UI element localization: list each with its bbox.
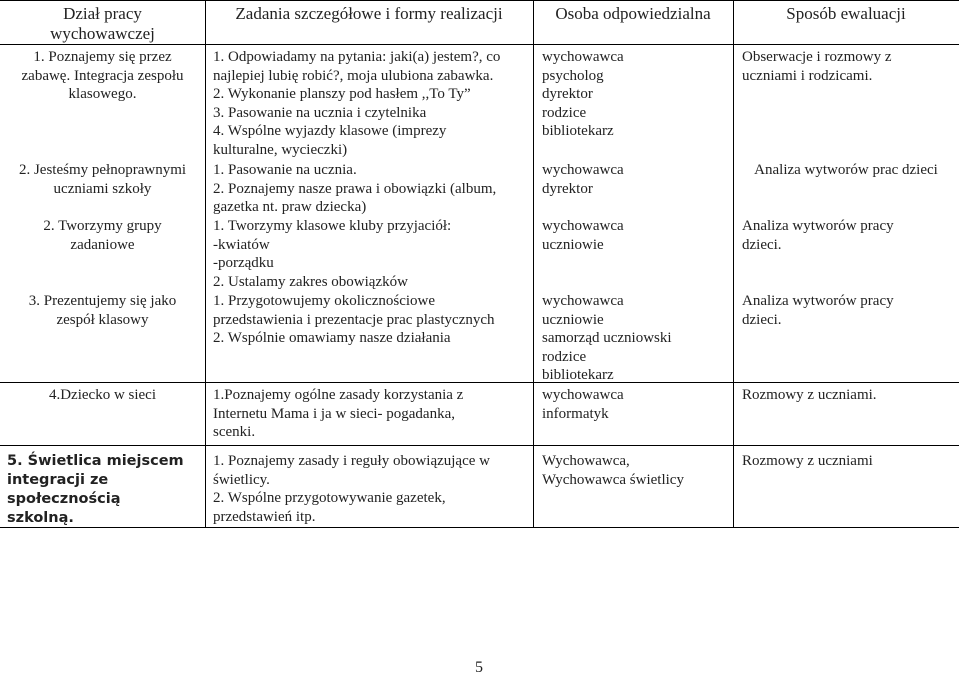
row6-osoba: Wychowawca, Wychowawca świetlicy (542, 453, 684, 488)
row5-top-border (0, 445, 959, 446)
row2-zadania: 1. Pasowanie na ucznia. 2. Poznajemy nasze prawa i obowiązki (album, gazetka nt. praw dziecka) (213, 162, 497, 216)
header-osoba: Osoba odpowiedzialna (555, 4, 711, 23)
table-top-border (0, 0, 959, 1)
row4-zadania: 1. Przygotowujemy okolicznościowe przedstawienia i prezentacje prac plastycznych 2. Wspólnie omawiamy nasze działania (213, 293, 495, 347)
col-divider-2 (533, 0, 534, 528)
row6-ewaluacja: Rozmowy z uczniami (742, 453, 873, 469)
row6-zadania: 1. Poznajemy zasady i reguły obowiązujące w świetlicy. 2. Wspólne przygotowywanie gazetek, przedstawień itp. (213, 453, 490, 525)
row4-dzial: 3. Prezentujemy się jako zespół klasowy (28, 293, 177, 328)
row1-dzial: 1. Poznajemy się przez zabawę. Integracja zespołu klasowego. (21, 49, 184, 103)
row2-osoba: wychowawca dyrektor (542, 162, 624, 197)
row5-zadania: 1.Poznajemy ogólne zasady korzystania z Internetu Mama i ja w sieci- pogadanka, scenki. (213, 387, 464, 441)
col-divider-3 (733, 0, 734, 528)
row1-ewaluacja: Obserwacje i rozmowy z uczniami i rodzicami. (742, 49, 892, 84)
row4-top-border (0, 382, 959, 383)
row2-dzial: 2. Jesteśmy pełnoprawnymi uczniami szkoły (18, 162, 187, 197)
header-bottom-border (0, 44, 959, 45)
row1-zadania: 1. Odpowiadamy na pytania: jaki(a) jestem?, co najlepiej lubię robić?, moja ulubiona zabawka. 2. Wykonanie planszy pod hasłem ,,To Ty” 3. Pasowanie na ucznia i czytelnika 4. Wspólne wyjazdy klasowe (imprezy kulturalne, wycieczki) (213, 49, 501, 158)
row3-dzial: 2. Tworzymy grupy zadaniowe (43, 218, 162, 253)
row5-dzial: 4.Dziecko w sieci (48, 387, 157, 403)
header-dzial-pracy: Dział pracy wychowawczej (50, 4, 155, 43)
row3-zadania: 1. Tworzymy klasowe kluby przyjaciół: -kwiatów -porządku 2. Ustalamy zakres obowiązków (213, 218, 452, 290)
col-divider-1 (205, 0, 206, 528)
header-zadania: Zadania szczegółowe i formy realizacji (235, 4, 503, 23)
row3-osoba: wychowawca uczniowie (542, 218, 624, 253)
row6-dzial: 5. Świetlica miejscem integracji ze społecznością szkolną. (7, 453, 184, 526)
row1-osoba: wychowawca psycholog dyrektor rodzice bibliotekarz (542, 49, 624, 140)
page-number: 5 (475, 659, 483, 676)
row2-ewaluacja: Analiza wytworów prac dzieci (754, 162, 938, 178)
row4-osoba: wychowawca uczniowie samorząd uczniowski rodzice bibliotekarz (542, 293, 672, 384)
row3-ewaluacja: Analiza wytworów pracy dzieci. (742, 218, 894, 253)
header-sposob-ewaluacji: Sposób ewaluacji (786, 4, 906, 23)
row4-ewaluacja: Analiza wytworów pracy dzieci. (742, 293, 894, 328)
row5-osoba: wychowawca informatyk (542, 387, 624, 422)
row5-ewaluacja: Rozmowy z uczniami. (742, 387, 877, 403)
